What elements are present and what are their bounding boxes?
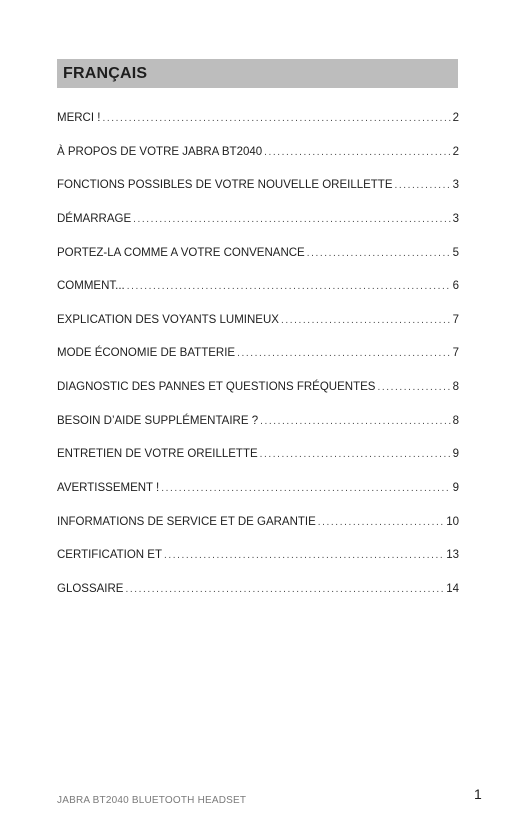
toc-entry-page: 5 — [452, 246, 459, 259]
toc-entry-page: 14 — [446, 582, 459, 595]
section-title: FRANÇAIS — [63, 65, 148, 82]
toc-entry-title: INFORMATIONS DE SERVICE ET DE GARANTIE — [57, 515, 316, 528]
toc-entry-page: 3 — [452, 179, 459, 192]
toc-entry[interactable] — [57, 575, 459, 609]
toc-entry[interactable] — [57, 272, 459, 306]
toc-entry-page: 13 — [446, 549, 459, 562]
table-of-contents — [57, 104, 459, 609]
toc-entry[interactable] — [57, 171, 459, 205]
toc-entry-page: 3 — [452, 212, 459, 225]
toc-entry-title: MERCI ! — [57, 112, 101, 124]
toc-entry-page: 9 — [452, 482, 459, 495]
toc-entry[interactable] — [57, 339, 459, 373]
toc-leader-dots — [260, 441, 451, 469]
toc-entry-title: BESOIN D’AIDE SUPPLÉMENTAIRE ? — [57, 414, 259, 427]
footer-product-name: JABRA BT2040 BLUETOOTH HEADSET — [57, 795, 247, 806]
toc-entry[interactable] — [57, 104, 459, 138]
toc-leader-dots — [307, 240, 451, 268]
toc-entry-title: EXPLICATION DES VOYANTS LUMINEUX — [57, 313, 279, 326]
toc-entry[interactable] — [57, 205, 459, 239]
toc-entry-title: DÉMARRAGE — [57, 212, 132, 225]
toc-entry-title: CERTIFICATION ET — [57, 549, 162, 562]
section-header-bar — [57, 59, 458, 88]
toc-entry-page: 2 — [452, 145, 459, 158]
toc-entry[interactable] — [57, 440, 459, 474]
toc-entry[interactable] — [57, 541, 459, 575]
toc-leader-dots — [164, 542, 444, 570]
toc-entry-title: MODE ÉCONOMIE DE BATTERIE — [57, 347, 236, 360]
toc-leader-dots — [125, 576, 444, 604]
toc-entry[interactable] — [57, 239, 459, 273]
toc-entry[interactable] — [57, 508, 459, 542]
toc-entry-page: 2 — [452, 112, 459, 124]
toc-leader-dots — [161, 475, 450, 503]
toc-entry-page: 9 — [452, 448, 459, 461]
toc-entry-title: FONCTIONS POSSIBLES DE VOTRE NOUVELLE OREILLETTE — [57, 179, 393, 192]
toc-entry-title: PORTEZ-LA COMME A VOTRE CONVENANCE — [57, 246, 305, 259]
toc-leader-dots — [377, 374, 450, 402]
toc-entry-page: 7 — [452, 313, 459, 326]
toc-leader-dots — [260, 408, 451, 436]
toc-entry-title: À PROPOS DE VOTRE JABRA BT2040 — [57, 145, 263, 158]
toc-leader-dots — [281, 307, 451, 335]
toc-entry[interactable] — [57, 474, 459, 508]
toc-entry-title: GLOSSAIRE — [57, 582, 124, 595]
toc-entry-title: COMMENT... — [57, 280, 125, 293]
toc-entry[interactable] — [57, 138, 459, 172]
toc-entry-title: ENTRETIEN DE VOTRE OREILLETTE — [57, 448, 258, 461]
toc-leader-dots — [318, 509, 444, 537]
toc-entry-page: 8 — [452, 381, 459, 394]
toc-entry-title: AVERTISSEMENT ! — [57, 482, 160, 495]
toc-leader-dots — [127, 273, 451, 301]
toc-leader-dots — [264, 139, 450, 167]
toc-entry[interactable] — [57, 306, 459, 340]
toc-entry-title: DIAGNOSTIC DES PANNES ET QUESTIONS FRÉQUENTES — [57, 381, 376, 394]
toc-entry[interactable] — [57, 373, 459, 407]
toc-entry-page: 6 — [452, 280, 459, 293]
toc-entry-page: 8 — [452, 414, 459, 427]
toc-leader-dots — [102, 105, 450, 133]
toc-entry[interactable] — [57, 407, 459, 441]
toc-entry-page: 10 — [446, 515, 459, 528]
page-number: 1 — [474, 786, 482, 802]
toc-leader-dots — [395, 172, 451, 200]
toc-leader-dots — [133, 206, 450, 234]
toc-entry-page: 7 — [452, 347, 459, 360]
toc-leader-dots — [237, 340, 451, 368]
